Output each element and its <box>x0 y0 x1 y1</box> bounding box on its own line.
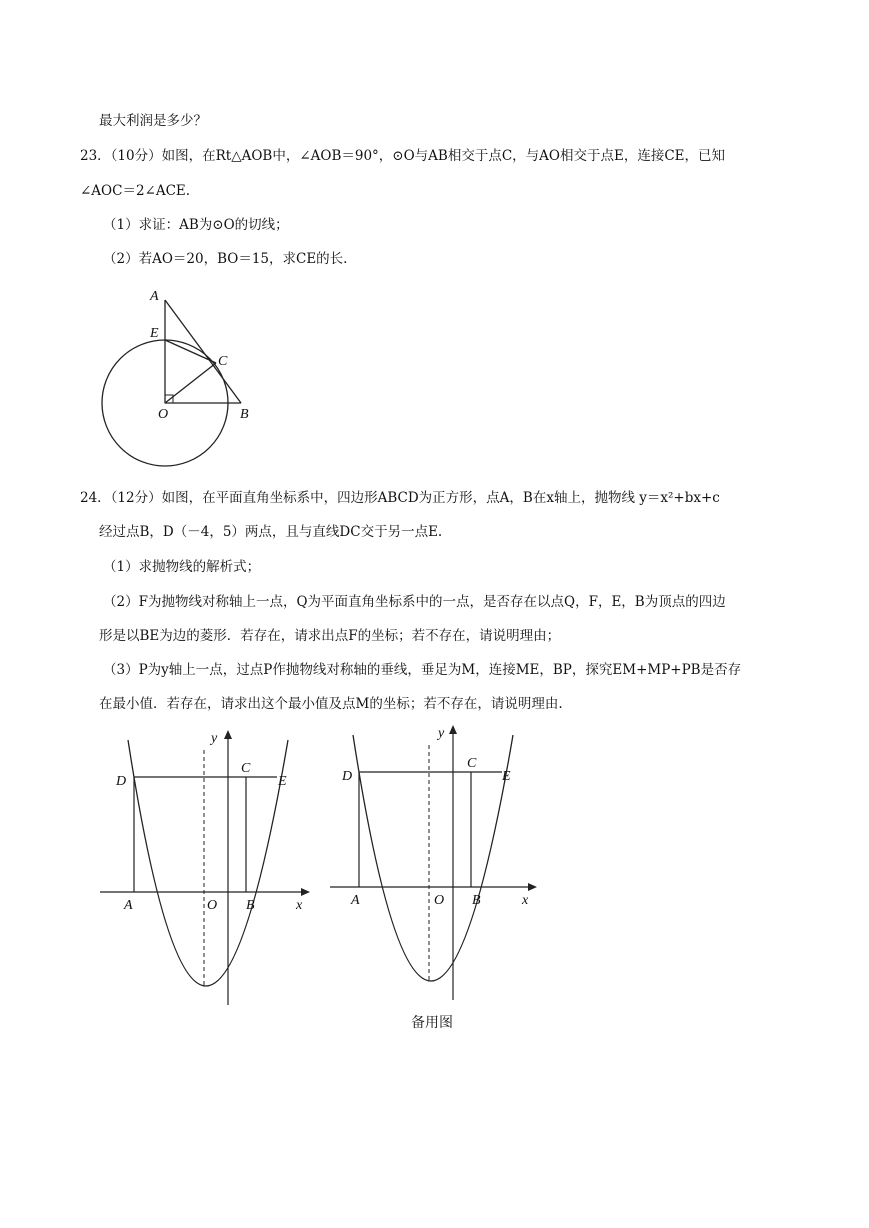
label-e: E <box>278 774 287 789</box>
label-x: x <box>296 898 303 913</box>
label-c: C <box>241 761 251 776</box>
label-y: y <box>211 731 218 746</box>
label-d: D <box>342 769 353 784</box>
q23-figure <box>95 280 275 470</box>
label-o: O <box>434 893 445 908</box>
label-b: B <box>472 893 481 908</box>
label-e: E <box>502 769 511 784</box>
q23-part1: （1）求证：AB为⊙O的切线； <box>103 217 289 233</box>
label-c: C <box>467 756 477 771</box>
y-axis-arrow <box>224 730 232 739</box>
label-c: C <box>218 354 228 369</box>
q23-part2: （2）若AO＝20，BO＝15，求CE的长. <box>103 251 348 267</box>
q23-line2: ∠AOC＝2∠ACE. <box>80 183 191 199</box>
label-a: A <box>124 898 133 913</box>
label-o: O <box>207 898 218 913</box>
label-b: B <box>240 407 249 422</box>
label-o: O <box>158 407 169 422</box>
label-d: D <box>116 774 127 789</box>
q24-part2b: 形是以BE为边的菱形．若存在，请求出点F的坐标；若不存在，请说明理由； <box>99 628 561 644</box>
x-axis-arrow <box>301 888 310 896</box>
label-x: x <box>522 893 529 908</box>
q24-line1: 24．（12分）如图，在平面直角坐标系中，四边形ABCD为正方形，点A，B在x轴上，抛物线 y＝x²+bx+c <box>80 490 720 506</box>
q23-line1: 23．（10分）如图，在Rt△AOB中，∠AOB＝90°，⊙O与AB相交于点C，与AO相交于点E，连接CE，已知 <box>80 148 726 164</box>
label-a: A <box>351 893 360 908</box>
q24-part3b: 在最小值．若存在，请求出这个最小值及点M的坐标；若不存在，请说明理由. <box>99 696 563 712</box>
q24-figure-main <box>100 725 315 1010</box>
spare-figure-caption: 备用图 <box>411 1015 453 1031</box>
x-axis-arrow <box>528 883 537 891</box>
q22-tail: 最大利润是多少？ <box>99 113 207 129</box>
label-b: B <box>246 898 255 913</box>
segment-ab <box>165 300 241 403</box>
label-y: y <box>438 726 445 741</box>
q24-part2a: （2）F为抛物线对称轴上一点，Q为平面直角坐标系中的一点，是否存在以点Q，F，E，B为顶点的四边 <box>103 594 726 610</box>
label-a: A <box>150 289 159 304</box>
q24-figure-spare <box>325 720 540 1005</box>
q24-part3a: （3）P为y轴上一点，过点P作抛物线对称轴的垂线，垂足为M，连接ME，BP，探究EM+MP+PB是否存 <box>103 662 742 678</box>
q24-part1: （1）求抛物线的解析式； <box>103 559 261 575</box>
y-axis-arrow <box>449 725 457 734</box>
label-e: E <box>150 326 159 341</box>
q24-line2: 经过点B，D（－4，5）两点，且与直线DC交于另一点E. <box>99 524 443 540</box>
segment-ec <box>165 340 216 363</box>
